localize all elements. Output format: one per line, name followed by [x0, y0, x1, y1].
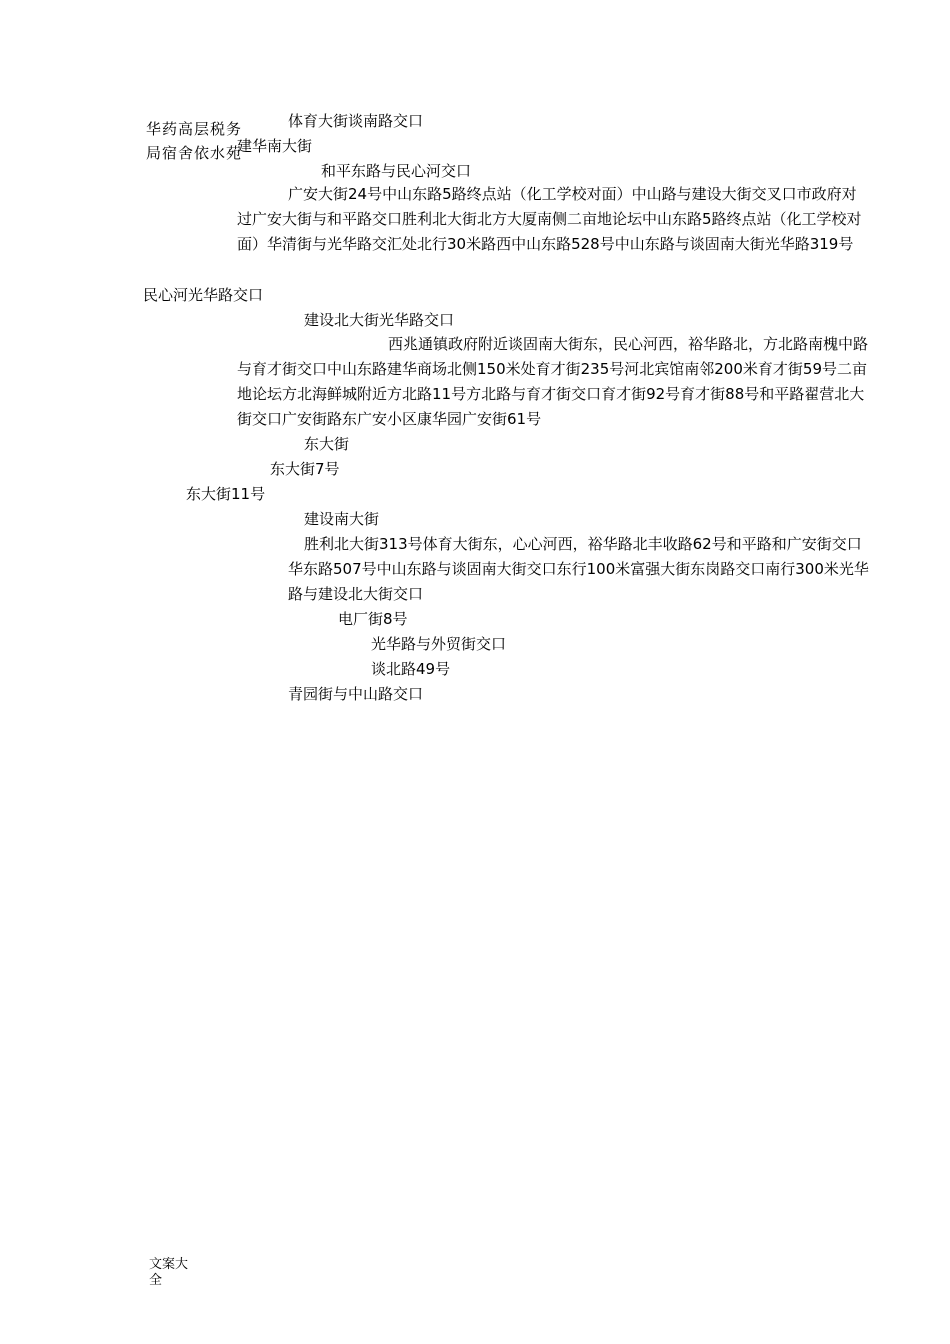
text-line-8: 东大街	[304, 435, 350, 453]
text-line-11: 建设南大街	[304, 510, 380, 528]
text-line-15: 青园街与中山路交口	[288, 685, 424, 703]
text-line-12: 电厂街8号	[338, 610, 408, 628]
text-line-3: 体育大街谈南路交口	[288, 112, 424, 130]
footer-line-2: 全	[149, 1273, 163, 1288]
text-line-14: 谈北路49号	[371, 660, 451, 678]
text-line-2: 局宿舍依水苑	[146, 144, 243, 162]
paragraph-2: 西兆通镇政府附近谈固南大街东，民心河西，裕华路北，方北路南槐中路与育才街交口中山东路建华商场北侧150米处育才街235号河北宾馆南邻200米育才街59号二亩地论坛方北海鲜城附近方北路11号方北路与育才街交口育才街92号育才街88号和平路翟营北大街交口广安街路东广安小区康华园广安街61号	[237, 335, 869, 428]
text-line-5: 和平东路与民心河交口	[321, 162, 472, 180]
paragraph-1: 广安大街24号中山东路5路终点站（化工学校对面）中山路与建设大街交叉口市政府对过广安大街与和平路交口胜利北大街北方大厦南侧二亩地论坛中山东路5路终点站（化工学校对面）华清街与光华路交汇处北行30米路西中山东路528号中山东路与谈固南大街光华路319号	[237, 185, 862, 253]
text-line-1: 华药高层税务	[146, 120, 243, 138]
text-line-4: 建华南大街	[237, 137, 313, 155]
text-line-10: 东大街11号	[186, 485, 266, 503]
footer-line-1: 文案大	[149, 1257, 189, 1272]
text-line-9: 东大街7号	[270, 460, 340, 478]
text-line-13: 光华路与外贸街交口	[371, 635, 507, 653]
paragraph-3: 胜利北大街313号体育大街东，心心河西，裕华路北丰收路62号和平路和广安街交口华东路507号中山东路与谈固南大街交口东行100米富强大街东岗路交口南行300米光华路与建设北大街交口	[288, 535, 869, 603]
text-line-6: 民心河光华路交口	[143, 286, 264, 304]
text-line-7: 建设北大街光华路交口	[304, 311, 455, 329]
